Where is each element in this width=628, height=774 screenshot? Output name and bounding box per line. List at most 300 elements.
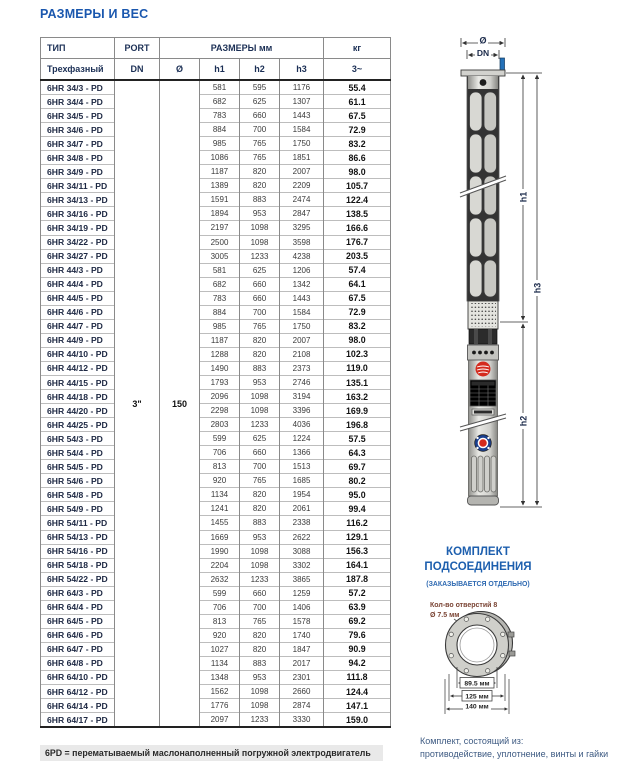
model-cell: 6HR 54/5 - PD <box>41 460 115 474</box>
table-row <box>41 109 391 123</box>
model-cell: 6HR 34/16 - PD <box>41 207 115 221</box>
h1-cell: 1990 <box>200 544 240 558</box>
weight-cell: 187.8 <box>324 572 391 586</box>
h3-cell: 3295 <box>280 221 324 235</box>
h3-cell: 2338 <box>280 516 324 530</box>
table-row <box>41 347 391 361</box>
h1-cell: 1187 <box>200 165 240 179</box>
svg-text:125 мм: 125 мм <box>465 693 489 701</box>
table-row <box>41 685 391 699</box>
model-cell: 6HR 64/12 - PD <box>41 685 115 699</box>
footnote: 6PD = перематываемый маслонаполненный погружной электродвигатель <box>40 745 383 761</box>
h2-cell: 1233 <box>240 418 280 432</box>
h2-cell: 883 <box>240 656 280 670</box>
table-row <box>41 165 391 179</box>
h3-cell: 2622 <box>280 530 324 544</box>
h3-cell: 1307 <box>280 95 324 109</box>
h1-cell: 2298 <box>200 404 240 418</box>
h3-cell: 2209 <box>280 179 324 193</box>
table-row <box>41 263 391 277</box>
table-row <box>41 488 391 502</box>
weight-cell: 72.9 <box>324 305 391 319</box>
weight-cell: 159.0 <box>324 713 391 728</box>
h2-cell: 953 <box>240 530 280 544</box>
h2-cell: 765 <box>240 474 280 488</box>
model-cell: 6HR 54/16 - PD <box>41 544 115 558</box>
table-row <box>41 432 391 446</box>
page-title: РАЗМЕРЫ И ВЕС <box>40 7 149 21</box>
svg-text:89.5 мм: 89.5 мм <box>464 680 490 688</box>
h2-cell: 660 <box>240 109 280 123</box>
h3-cell: 1176 <box>280 80 324 95</box>
model-cell: 6HR 34/7 - PD <box>41 137 115 151</box>
h2-cell: 820 <box>240 333 280 347</box>
h1-cell: 1455 <box>200 516 240 530</box>
table-row <box>41 291 391 305</box>
h2-cell: 883 <box>240 361 280 375</box>
holes-count-label: Кол-во отверстий 8 <box>430 602 498 609</box>
table-row <box>41 137 391 151</box>
h1-cell: 682 <box>200 277 240 291</box>
model-cell: 6HR 34/8 - PD <box>41 151 115 165</box>
h1-cell: 1027 <box>200 642 240 656</box>
h1-cell: 581 <box>200 80 240 95</box>
table-row <box>41 502 391 516</box>
dimensions-table <box>40 37 391 728</box>
h1-cell: 783 <box>200 291 240 305</box>
h2-cell: 820 <box>240 179 280 193</box>
model-cell: 6HR 54/18 - PD <box>41 558 115 572</box>
pump-body <box>460 76 506 301</box>
h3-cell: 1847 <box>280 642 324 656</box>
table-row <box>41 670 391 684</box>
h1-cell: 2500 <box>200 235 240 249</box>
model-cell: 6HR 44/12 - PD <box>41 361 115 375</box>
motor-body <box>460 345 506 505</box>
h1-cell: 599 <box>200 586 240 600</box>
flange <box>446 612 516 677</box>
h1-cell: 682 <box>200 95 240 109</box>
model-cell: 6HR 44/7 - PD <box>41 319 115 333</box>
model-cell: 6HR 34/5 - PD <box>41 109 115 123</box>
h3-cell: 1366 <box>280 446 324 460</box>
nameplate <box>470 380 496 406</box>
h3-cell: 4036 <box>280 418 324 432</box>
h1-cell: 985 <box>200 319 240 333</box>
weight-cell: 166.6 <box>324 221 391 235</box>
weight-cell: 102.3 <box>324 347 391 361</box>
weight-cell: 57.4 <box>324 263 391 277</box>
h2-cell: 1098 <box>240 235 280 249</box>
h1-cell: 1389 <box>200 179 240 193</box>
weight-cell: 119.0 <box>324 361 391 375</box>
h3-cell: 2108 <box>280 347 324 361</box>
h2-cell: 700 <box>240 305 280 319</box>
h3-cell: 1750 <box>280 319 324 333</box>
table-row <box>41 474 391 488</box>
table-row <box>41 446 391 460</box>
model-cell: 6HR 64/14 - PD <box>41 699 115 713</box>
h3-cell: 2061 <box>280 502 324 516</box>
weight-cell: 57.5 <box>324 432 391 446</box>
flange-kit-drawing <box>420 594 580 726</box>
h2-cell: 1098 <box>240 699 280 713</box>
model-cell: 6HR 64/3 - PD <box>41 586 115 600</box>
weight-cell: 111.8 <box>324 670 391 684</box>
h3-cell: 2847 <box>280 207 324 221</box>
h2-cell: 625 <box>240 263 280 277</box>
table-row <box>41 305 391 319</box>
weight-cell: 86.6 <box>324 151 391 165</box>
h2-cell: 820 <box>240 502 280 516</box>
model-cell: 6HR 34/6 - PD <box>41 123 115 137</box>
header-dn: DN <box>115 59 160 81</box>
h3-cell: 3194 <box>280 390 324 404</box>
h1-cell: 3005 <box>200 249 240 263</box>
table-row <box>41 95 391 109</box>
table-row <box>41 656 391 670</box>
table-row <box>41 193 391 207</box>
model-cell: 6HR 54/9 - PD <box>41 502 115 516</box>
table-row <box>41 207 391 221</box>
weight-cell: 138.5 <box>324 207 391 221</box>
h3-cell: 1259 <box>280 586 324 600</box>
h1-cell: 1490 <box>200 361 240 375</box>
header-type-sub: Трехфазный <box>41 59 115 81</box>
weight-cell: 129.1 <box>324 530 391 544</box>
table-row <box>41 221 391 235</box>
pump-drawing <box>430 26 570 526</box>
h2-cell: 1233 <box>240 713 280 728</box>
diameter-merged-cell: 150 <box>160 80 200 727</box>
svg-text:140 мм: 140 мм <box>465 703 489 711</box>
brand-logo <box>476 362 491 377</box>
weight-cell: 94.2 <box>324 656 391 670</box>
cable-clamp <box>500 58 505 71</box>
model-cell: 6HR 64/8 - PD <box>41 656 115 670</box>
h1-cell: 2197 <box>200 221 240 235</box>
model-cell: 6HR 44/20 - PD <box>41 404 115 418</box>
weight-cell: 80.2 <box>324 474 391 488</box>
weight-cell: 72.9 <box>324 123 391 137</box>
h2-cell: 1233 <box>240 249 280 263</box>
h1-dimension <box>519 75 529 320</box>
weight-cell: 122.4 <box>324 193 391 207</box>
weight-cell: 95.0 <box>324 488 391 502</box>
weight-cell: 67.5 <box>324 291 391 305</box>
h1-cell: 1348 <box>200 670 240 684</box>
table-header <box>41 38 391 81</box>
h2-cell: 1098 <box>240 221 280 235</box>
h3-cell: 2373 <box>280 361 324 375</box>
h1-cell: 1591 <box>200 193 240 207</box>
table-row <box>41 404 391 418</box>
weight-cell: 69.2 <box>324 614 391 628</box>
weight-cell: 116.2 <box>324 516 391 530</box>
model-cell: 6HR 44/3 - PD <box>41 263 115 277</box>
weight-cell: 79.6 <box>324 628 391 642</box>
h2-cell: 660 <box>240 291 280 305</box>
model-cell: 6HR 34/11 - PD <box>41 179 115 193</box>
h1-cell: 1241 <box>200 502 240 516</box>
coupling <box>469 329 497 344</box>
h1-cell: 1562 <box>200 685 240 699</box>
h2-label: h2 <box>518 415 529 427</box>
table-row <box>41 572 391 586</box>
h1-cell: 813 <box>200 460 240 474</box>
weight-cell: 57.2 <box>324 586 391 600</box>
model-cell: 6HR 34/9 - PD <box>41 165 115 179</box>
h2-cell: 883 <box>240 193 280 207</box>
table-row <box>41 249 391 263</box>
h2-cell: 765 <box>240 614 280 628</box>
h3-cell: 1750 <box>280 137 324 151</box>
table-row <box>41 123 391 137</box>
weight-cell: 135.1 <box>324 375 391 389</box>
weight-cell: 63.9 <box>324 600 391 614</box>
model-cell: 6HR 54/4 - PD <box>41 446 115 460</box>
h1-cell: 985 <box>200 137 240 151</box>
h2-cell: 953 <box>240 670 280 684</box>
h3-cell: 3302 <box>280 558 324 572</box>
h2-cell: 820 <box>240 347 280 361</box>
weight-cell: 64.1 <box>324 277 391 291</box>
table-row <box>41 642 391 656</box>
h3-dimension <box>533 75 543 505</box>
h3-cell: 1443 <box>280 109 324 123</box>
h3-cell: 1954 <box>280 488 324 502</box>
h2-cell: 700 <box>240 123 280 137</box>
table-row <box>41 319 391 333</box>
table-row <box>41 516 391 530</box>
model-cell: 6HR 64/4 - PD <box>41 600 115 614</box>
model-cell: 6HR 44/18 - PD <box>41 390 115 404</box>
weight-cell: 67.5 <box>324 109 391 123</box>
model-cell: 6HR 44/9 - PD <box>41 333 115 347</box>
model-cell: 6HR 54/13 - PD <box>41 530 115 544</box>
h1-cell: 599 <box>200 432 240 446</box>
model-cell: 6HR 54/11 - PD <box>41 516 115 530</box>
h1-cell: 884 <box>200 305 240 319</box>
table-row <box>41 544 391 558</box>
kit-header <box>403 545 553 588</box>
model-cell: 6HR 34/27 - PD <box>41 249 115 263</box>
motor-emblem <box>475 435 492 452</box>
h2-cell: 625 <box>240 95 280 109</box>
h3-cell: 1443 <box>280 291 324 305</box>
h2-cell: 820 <box>240 642 280 656</box>
weight-cell: 147.1 <box>324 699 391 713</box>
model-cell: 6HR 54/6 - PD <box>41 474 115 488</box>
weight-cell: 164.1 <box>324 558 391 572</box>
h1-cell: 1894 <box>200 207 240 221</box>
h1-cell: 920 <box>200 628 240 642</box>
h1-label: h1 <box>518 191 529 203</box>
h2-cell: 820 <box>240 628 280 642</box>
weight-cell: 98.0 <box>324 165 391 179</box>
table-row <box>41 558 391 572</box>
model-cell: 6HR 44/15 - PD <box>41 375 115 389</box>
h3-cell: 1513 <box>280 460 324 474</box>
dn-merged-cell: 3" <box>115 80 160 727</box>
h1-cell: 1776 <box>200 699 240 713</box>
h1-cell: 2204 <box>200 558 240 572</box>
suction-strainer <box>468 301 498 329</box>
h2-cell: 595 <box>240 80 280 95</box>
h1-cell: 1086 <box>200 151 240 165</box>
h1-cell: 2803 <box>200 418 240 432</box>
h3-label: h3 <box>532 282 543 294</box>
model-cell: 6HR 44/5 - PD <box>41 291 115 305</box>
header-h1: h1 <box>200 59 240 81</box>
h3-cell: 3598 <box>280 235 324 249</box>
h2-cell: 953 <box>240 207 280 221</box>
h2-cell: 953 <box>240 375 280 389</box>
model-cell: 6HR 54/3 - PD <box>41 432 115 446</box>
weight-cell: 90.9 <box>324 642 391 656</box>
table-row <box>41 628 391 642</box>
h2-cell: 660 <box>240 446 280 460</box>
h3-cell: 2017 <box>280 656 324 670</box>
motor-bottom-cap <box>468 496 499 505</box>
kit-subtitle: (ЗАКАЗЫВАЕТСЯ ОТДЕЛЬНО) <box>426 581 530 588</box>
h2-cell: 1098 <box>240 544 280 558</box>
weight-cell: 156.3 <box>324 544 391 558</box>
table-row <box>41 361 391 375</box>
h2-cell: 700 <box>240 600 280 614</box>
weight-cell: 64.3 <box>324 446 391 460</box>
model-cell: 6HR 34/22 - PD <box>41 235 115 249</box>
dn-label: DN <box>476 48 490 58</box>
h2-cell: 883 <box>240 516 280 530</box>
h2-cell: 1098 <box>240 685 280 699</box>
weight-cell: 203.5 <box>324 249 391 263</box>
kit-title: КОМПЛЕКТ ПОДСОЕДИНЕНИЯ <box>424 546 532 573</box>
header-h2: h2 <box>240 59 280 81</box>
model-cell: 6HR 64/6 - PD <box>41 628 115 642</box>
h3-cell: 1224 <box>280 432 324 446</box>
weight-cell: 124.4 <box>324 685 391 699</box>
table-row <box>41 390 391 404</box>
weight-cell: 98.0 <box>324 333 391 347</box>
table-row <box>41 235 391 249</box>
table-row <box>41 375 391 389</box>
diameter-dimension <box>461 36 505 48</box>
table-body <box>41 80 391 727</box>
header-h3: h3 <box>280 59 324 81</box>
h2-cell: 1098 <box>240 404 280 418</box>
h1-cell: 1134 <box>200 488 240 502</box>
pump-flange <box>461 70 505 76</box>
table-row <box>41 277 391 291</box>
model-cell: 6HR 54/22 - PD <box>41 572 115 586</box>
weight-cell: 169.9 <box>324 404 391 418</box>
h2-cell: 1233 <box>240 572 280 586</box>
dn-dimension <box>467 48 499 59</box>
table-row <box>41 151 391 165</box>
model-cell: 6HR 54/8 - PD <box>41 488 115 502</box>
model-cell: 6HR 64/7 - PD <box>41 642 115 656</box>
h3-cell: 3865 <box>280 572 324 586</box>
h1-cell: 1669 <box>200 530 240 544</box>
h3-cell: 1584 <box>280 123 324 137</box>
weight-cell: 105.7 <box>324 179 391 193</box>
model-cell: 6HR 34/3 - PD <box>41 80 115 95</box>
h1-cell: 1793 <box>200 375 240 389</box>
weight-cell: 163.2 <box>324 390 391 404</box>
h3-cell: 3396 <box>280 404 324 418</box>
h1-cell: 1187 <box>200 333 240 347</box>
h1-cell: 2097 <box>200 713 240 728</box>
h3-cell: 2746 <box>280 375 324 389</box>
h3-cell: 3330 <box>280 713 324 728</box>
table-row <box>41 80 391 95</box>
header-port: PORT <box>115 38 160 59</box>
table-row <box>41 713 391 728</box>
h3-cell: 2007 <box>280 333 324 347</box>
model-cell: 6HR 64/10 - PD <box>41 670 115 684</box>
table-row <box>41 460 391 474</box>
h1-cell: 813 <box>200 614 240 628</box>
table-row <box>41 530 391 544</box>
weight-cell: 83.2 <box>324 137 391 151</box>
h3-cell: 3088 <box>280 544 324 558</box>
header-phase: 3~ <box>324 59 391 81</box>
h3-cell: 1406 <box>280 600 324 614</box>
h2-cell: 625 <box>240 432 280 446</box>
h2-cell: 765 <box>240 319 280 333</box>
h2-cell: 1098 <box>240 558 280 572</box>
weight-cell: 69.7 <box>324 460 391 474</box>
header-dimensions: РАЗМЕРЫ мм <box>160 38 324 59</box>
h2-cell: 700 <box>240 460 280 474</box>
model-cell: 6HR 44/10 - PD <box>41 347 115 361</box>
h2-cell: 765 <box>240 151 280 165</box>
weight-cell: 176.7 <box>324 235 391 249</box>
model-cell: 6HR 64/5 - PD <box>41 614 115 628</box>
model-cell: 6HR 64/17 - PD <box>41 713 115 728</box>
h3-cell: 1740 <box>280 628 324 642</box>
h2-cell: 820 <box>240 165 280 179</box>
model-cell: 6HR 34/4 - PD <box>41 95 115 109</box>
h1-cell: 581 <box>200 263 240 277</box>
h1-cell: 1288 <box>200 347 240 361</box>
h1-cell: 884 <box>200 123 240 137</box>
h2-dimension <box>519 324 529 505</box>
h3-cell: 1206 <box>280 263 324 277</box>
h1-cell: 920 <box>200 474 240 488</box>
h1-cell: 2632 <box>200 572 240 586</box>
table-row <box>41 600 391 614</box>
h3-cell: 2301 <box>280 670 324 684</box>
h3-cell: 1584 <box>280 305 324 319</box>
h3-cell: 1851 <box>280 151 324 165</box>
header-diameter: Ø <box>160 59 200 81</box>
h2-cell: 820 <box>240 488 280 502</box>
h1-cell: 2096 <box>200 390 240 404</box>
h3-cell: 4238 <box>280 249 324 263</box>
kit-caption: Комплект, состоящий из: противодействие, уплотнение, винты и гайки <box>420 736 609 759</box>
h3-cell: 1578 <box>280 614 324 628</box>
weight-cell: 99.4 <box>324 502 391 516</box>
diameter-label: Ø <box>479 35 487 46</box>
h2-cell: 660 <box>240 277 280 291</box>
table-row <box>41 614 391 628</box>
h2-cell: 765 <box>240 137 280 151</box>
model-cell: 6HR 44/25 - PD <box>41 418 115 432</box>
table-row <box>41 179 391 193</box>
h3-cell: 2660 <box>280 685 324 699</box>
